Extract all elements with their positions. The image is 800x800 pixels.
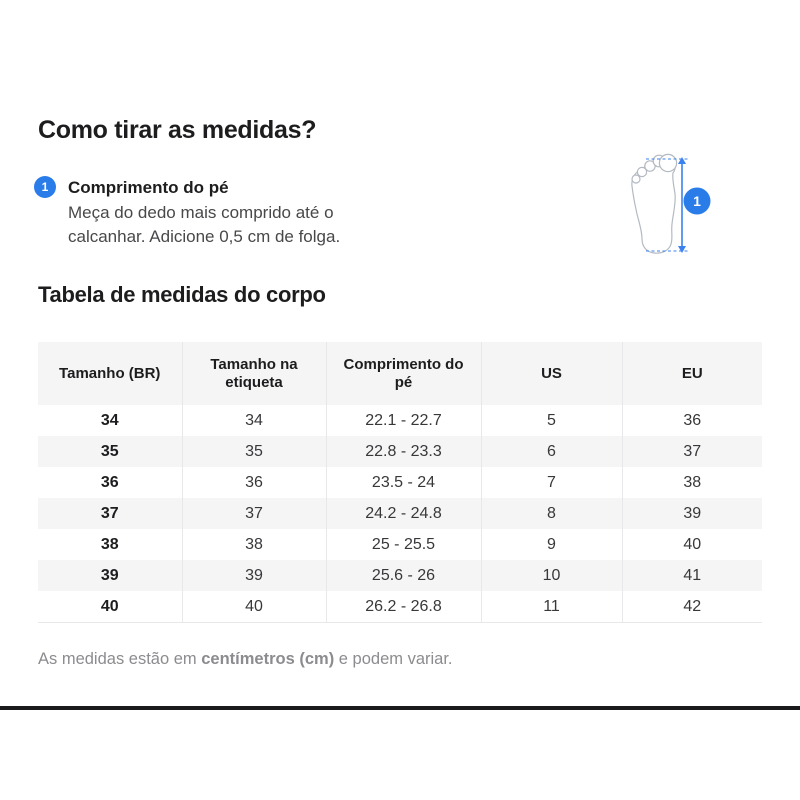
table-row [38,498,762,529]
table-cell: 37 [182,498,326,529]
column-header-tamanho-etiqueta: Tamanho na etiqueta [182,342,326,405]
table-cell: 36 [683,411,702,429]
table-cell: 25.6 - 26 [326,560,481,591]
column-header-eu: EU [622,342,762,405]
table-cell: 23.5 - 24 [326,467,481,498]
table-cell: 37 [38,498,182,529]
table-cell: 8 [481,498,622,529]
bottom-divider [0,706,800,710]
step-description-line2: calcanhar. Adicione 0,5 cm de folga. [68,227,341,246]
step-description [68,201,340,249]
size-table-title: Tabela de medidas do corpo [38,282,326,307]
table-cell: 36 [182,467,326,498]
table-cell: 35 [182,436,326,467]
note-bold: centímetros (cm) [201,650,335,668]
column-header-us: US [481,342,622,405]
table-cell: 22.1 - 22.7 [326,405,481,436]
table-row [38,591,762,623]
table-cell: 41 [622,560,762,591]
table-cell: 39 [622,498,762,529]
note-suffix: e podem variar. [334,650,453,668]
table-cell: 11 [481,591,622,623]
table-cell: 40 [683,535,702,553]
table-cell: 40 [182,591,326,623]
table-cell: 36 [38,467,182,498]
table-cell: 38 [38,529,182,560]
table-cell: 10 [481,560,622,591]
table-header-row [38,342,762,405]
table-cell: 7 [481,467,622,498]
svg-text:1: 1 [693,193,701,209]
table-cell: 39 [182,560,326,591]
table-cell: 35 [38,436,182,467]
table-row [38,560,762,591]
table-row [38,467,762,498]
size-table-body [38,405,762,623]
illustration-number-badge [684,188,711,215]
table-row [38,529,762,560]
table-cell: 39 [38,560,182,591]
table-row [38,405,762,436]
measurement-note [38,650,453,669]
table-cell: 26.2 - 26.8 [326,591,481,623]
table-row [38,436,762,467]
table-cell: 34 [182,405,326,436]
table-cell: 9 [481,529,622,560]
table-cell: 38 [683,473,702,491]
table-cell: 5 [481,405,622,436]
size-table [38,342,762,623]
table-cell: 24.2 - 24.8 [326,498,481,529]
step-description-line1: Meça do dedo mais comprido até o [68,203,334,222]
foot-measurement-icon [612,150,720,260]
how-to-measure-title: Como tirar as medidas? [38,116,317,144]
table-cell: 6 [481,436,622,467]
table-cell: 34 [38,405,182,436]
step-number-badge: 1 [34,176,56,198]
column-header-comprimento-pe: Comprimento do pé [326,342,481,405]
table-cell: 22.8 - 23.3 [326,436,481,467]
table-cell: 42 [622,591,762,623]
table-cell: 40 [38,591,182,623]
column-header-tamanho-br: Tamanho (BR) [38,342,182,405]
note-prefix: As medidas estão em [38,650,202,668]
table-cell: 38 [182,529,326,560]
table-cell: 37 [622,436,762,467]
step-title: Comprimento do pé [68,178,229,197]
table-cell: 25 - 25.5 [326,529,481,560]
